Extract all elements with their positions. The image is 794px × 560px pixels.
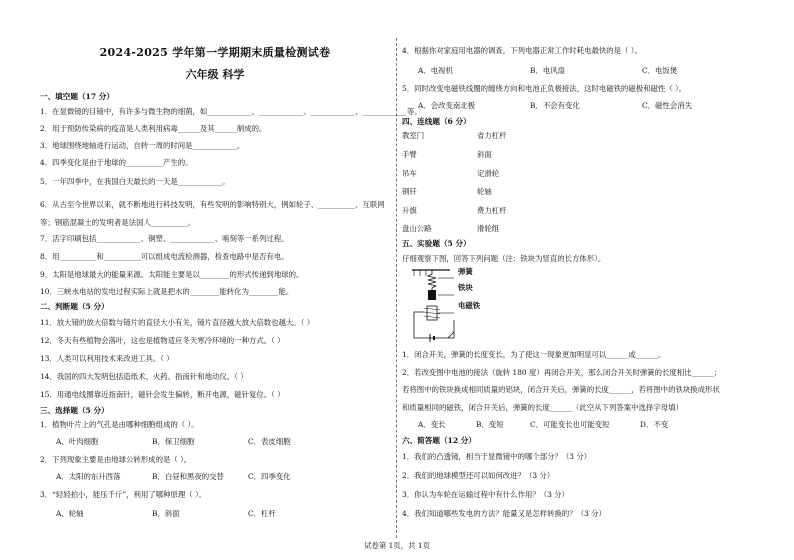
experiment-options — [418, 420, 748, 429]
electromagnet-figure — [410, 268, 500, 343]
experiment-intro: 仔细观察下图，回答下列问题（注：铁块为竖直的长方体形）。 — [402, 254, 606, 263]
choice-4: 4．根据你对家庭用电器的调查，下列电器正常工作时耗电最快的是（ ）。 — [402, 46, 642, 55]
option: B．白昼和黑夜的交替 — [152, 472, 224, 481]
option: D．不变 — [640, 420, 669, 429]
question-9: 9．太阳是地球最大的能量来源。太阳能主要是以________的形式传递到地球的。 — [40, 270, 304, 279]
section-experiment: 五、实验题（5 分） — [402, 239, 471, 248]
section-short-answer: 六、简答题（12 分） — [402, 436, 476, 445]
option: A．变长 — [418, 420, 446, 429]
match-row — [402, 131, 507, 140]
option: C．表皮细胞 — [248, 437, 291, 446]
iron-block-shape — [428, 290, 436, 300]
choice-4-options — [418, 66, 748, 75]
question-2: 2．用于预防传染病的疫苗是人类利用病毒______及其______制成的。 — [40, 124, 267, 133]
match-left: 升旗 — [402, 206, 417, 215]
switch-shape — [448, 332, 454, 338]
question-3: 3．地球围绕地轴进行运动，自转一周的时间是____________。 — [40, 141, 245, 150]
match-left: 教室门 — [402, 131, 425, 140]
judgement-14: 14．我国的四大发明包括造纸术、火药、指南针和地动仪。（ ） — [40, 372, 248, 381]
judgement-11: 11．放大镜的放大倍数与镜片的直径大小有关，镜片直径越大放大倍数也越大。（ ） — [40, 318, 315, 327]
question-7: 7．活字印刷包括____________、铜塑、____________、啮刻等一系列过程。 — [40, 234, 289, 243]
circuit-wire — [414, 312, 454, 338]
label-iron-block: 铁块 — [458, 283, 473, 292]
answer-q2: 2．我们的地球模型还可以如何改进？（3 分） — [402, 471, 555, 480]
option: A．太阳的东升西落 — [56, 472, 121, 481]
question-1: 1．在显微镜的目镜中，有许多与微生物的细菌，如____________、____________、____________、____________等。 — [40, 107, 422, 116]
match-right: 省力杠杆 — [477, 131, 507, 140]
answer-q4: 4．我们知道哪些发电的方法？能量又是怎样转换的？（3 分） — [402, 509, 606, 518]
match-left: 盘山公路 — [402, 224, 432, 233]
choice-1: 1．植物叶片上的气孔是由哪种细胞组成的（ ）。 — [40, 420, 199, 429]
section-judgement: 二、判断题（5 分） — [40, 302, 109, 311]
option: B．电风扇 — [530, 66, 565, 75]
section-choice: 三、选择题（5 分） — [40, 406, 109, 415]
question-6: 6．从古至今世界以来，就不断地进行科技发明，有些发明的影响特别大，例如轮子、__________、互联网等；钢筋混凝土的发明者是法国人__________。 — [40, 200, 385, 227]
exam-subtitle: 六年级 科学 — [185, 68, 245, 81]
page-footer: 试卷第 1页，共 1页 — [364, 541, 430, 550]
option: B．不会有变化 — [530, 101, 580, 110]
section-fill-in: 一、填空题（17 分） — [40, 92, 114, 101]
option: A．叶肉细胞 — [56, 437, 99, 446]
judgement-13: 13．人类可以利用技术来改进工具。（ ） — [40, 354, 174, 363]
option: A．会改变南北极 — [418, 101, 476, 110]
match-left: 吊车 — [402, 169, 417, 178]
match-right: 斜面 — [477, 150, 492, 159]
option: A．电视机 — [418, 66, 453, 75]
option: A．轮轴 — [56, 509, 84, 518]
match-right: 定滑轮 — [477, 169, 500, 178]
choice-2-options — [56, 472, 386, 481]
match-row — [402, 187, 492, 196]
match-row — [402, 150, 492, 159]
experiment-q2-line2: 若将图中的铁块换成相同质量的铝块，闭合开关后，弹簧的长度______，若将图中的铁块换成形状 — [402, 385, 720, 394]
choice-5: 5．同时改变电磁铁线圈的缠绕方向和电池正负极接法，这时电磁铁的磁极和磁性（ ）。 — [402, 84, 687, 93]
judgement-12: 12．冬天有些植物会落叶，这也是植物适应冬天寒冷环境的一种方式。（ ） — [40, 336, 285, 345]
experiment-q1: 1．闭合开关，弹簧的长度变长，为了使这一现象更加明显可以______或______。 — [402, 350, 666, 359]
match-right: 滑轮组 — [477, 224, 500, 233]
choice-5-options — [418, 101, 748, 110]
answer-q1: 1．我们的凸透镜，相当于显微镜中的哪个部分？（3 分） — [402, 452, 592, 461]
match-row — [402, 206, 507, 215]
option: B．变短 — [476, 420, 504, 429]
answer-q3: 3．你认为车轮在运输过程中有什么作用？（3 分） — [402, 490, 569, 499]
match-left: 钢钎 — [402, 187, 417, 196]
judgement-15: 15．用通电线圈靠近指南针，磁针会发生偏转，断开电源，磁针复位。（ ） — [40, 390, 285, 399]
choice-3: 3．“轻轻拍小，能压千斤”，利用了哪种原理（ ）。 — [40, 490, 207, 499]
exam-title: 2024-2025 学年第一学期期末质量检测试卷 — [99, 46, 331, 59]
question-4: 4．四季变化是由于地球的__________产生的。 — [40, 158, 193, 167]
question-8: 8．用__________和__________可以组成电流检测器，检查电路中是否有电。 — [40, 252, 289, 261]
section-matching: 四、连线题（6 分） — [402, 117, 471, 126]
option: C．电饭煲 — [642, 66, 678, 75]
match-right: 轮轴 — [477, 187, 492, 196]
option: C．可能变长也可能变短 — [530, 420, 610, 429]
match-right: 费力杠杆 — [477, 206, 507, 215]
spring-shape — [428, 270, 436, 290]
question-5: 5．一年四季中，在我国白天最长的一天是____________。 — [40, 177, 230, 186]
option: C．杠杆 — [248, 509, 276, 518]
choice-3-options — [56, 509, 386, 518]
choice-2: 2．下列现象主要是由地球公转形成的是（ ）。 — [40, 455, 192, 464]
question-10: 10．三峡水电站的发电过程实际上就是把水的________能转化为________能。 — [40, 287, 294, 296]
match-row — [402, 169, 499, 178]
label-spring: 弹簧 — [458, 267, 473, 276]
experiment-q2: 2．若改变图中电池的接法（旋转 180 度）再闭合开关，那么闭合开关时弹簧的长度相比______； — [402, 368, 722, 377]
option: C．磁性会消失 — [642, 101, 692, 110]
option: B．斜面 — [152, 509, 180, 518]
option: B．保卫细胞 — [152, 437, 195, 446]
choice-1-options — [56, 437, 386, 446]
label-electromagnet: 电磁铁 — [458, 301, 481, 310]
experiment-q2-line3: 和质量相同的磁铁，闭合开关后，弹簧的长度______（此空从下列答案中选择字母填） — [402, 403, 683, 412]
match-left: 手臂 — [402, 150, 417, 159]
option: C．四季变化 — [248, 472, 291, 481]
match-row — [402, 224, 499, 233]
